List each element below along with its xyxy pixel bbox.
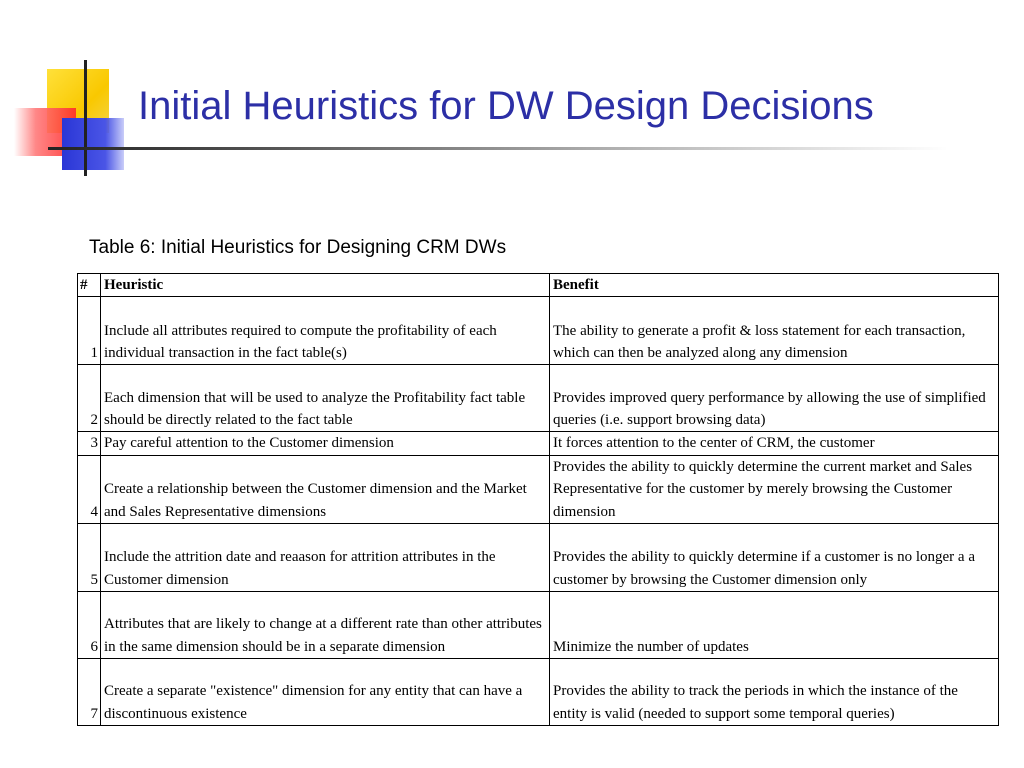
table-caption: Table 6: Initial Heuristics for Designing CRM DWs xyxy=(89,237,507,258)
logo-vertical-line xyxy=(84,60,87,176)
table-row xyxy=(78,592,999,659)
row-heuristic: Create a separate "existence" dimension for any entity that can have a discontinuous existence xyxy=(101,659,550,726)
row-benefit: Provides the ability to quickly determine if a customer is no longer a a customer by browsing the Customer dimension only xyxy=(550,524,999,592)
row-benefit: It forces attention to the center of CRM, the customer xyxy=(550,432,999,455)
table-row xyxy=(78,365,999,432)
header-heuristic: Heuristic xyxy=(101,274,550,297)
row-benefit: Provides the ability to track the periods in which the instance of the entity is valid (needed to support some temporal queries) xyxy=(550,659,999,726)
row-heuristic: Each dimension that will be used to analyze the Profitability fact table should be directly related to the fact table xyxy=(101,365,550,432)
row-heuristic: Pay careful attention to the Customer dimension xyxy=(101,432,550,455)
row-heuristic: Include the attrition date and reaason for attrition attributes in the Customer dimension xyxy=(101,524,550,592)
heuristics-table xyxy=(77,273,999,726)
row-heuristic: Include all attributes required to compute the profitability of each individual transaction in the fact table(s) xyxy=(101,297,550,365)
logo-blue-block xyxy=(62,118,124,170)
title-underline xyxy=(48,147,948,150)
row-heuristic: Create a relationship between the Customer dimension and the Market and Sales Representative dimensions xyxy=(101,455,550,523)
table-row xyxy=(78,297,999,365)
row-number: 5 xyxy=(78,524,101,592)
page-title: Initial Heuristics for DW Design Decisions xyxy=(138,84,874,128)
row-number: 3 xyxy=(78,432,101,455)
row-number: 6 xyxy=(78,592,101,659)
table-row xyxy=(78,432,999,455)
table-row xyxy=(78,659,999,726)
row-number: 1 xyxy=(78,297,101,365)
table-row xyxy=(78,524,999,592)
row-benefit: Provides the ability to quickly determine the current market and Sales Representative for the customer by merely browsing the Customer dimension xyxy=(550,455,999,523)
table-header-row xyxy=(78,274,999,297)
header-number: # xyxy=(78,274,101,297)
row-number: 7 xyxy=(78,659,101,726)
row-heuristic: Attributes that are likely to change at a different rate than other attributes in the same dimension should be in a separate dimension xyxy=(101,592,550,659)
row-number: 2 xyxy=(78,365,101,432)
row-benefit: Minimize the number of updates xyxy=(550,592,999,659)
header-benefit: Benefit xyxy=(550,274,999,297)
row-benefit: Provides improved query performance by allowing the use of simplified queries (i.e. support browsing data) xyxy=(550,365,999,432)
table-row xyxy=(78,455,999,523)
row-number: 4 xyxy=(78,455,101,523)
row-benefit: The ability to generate a profit & loss statement for each transaction, which can then be analyzed along any dimension xyxy=(550,297,999,365)
